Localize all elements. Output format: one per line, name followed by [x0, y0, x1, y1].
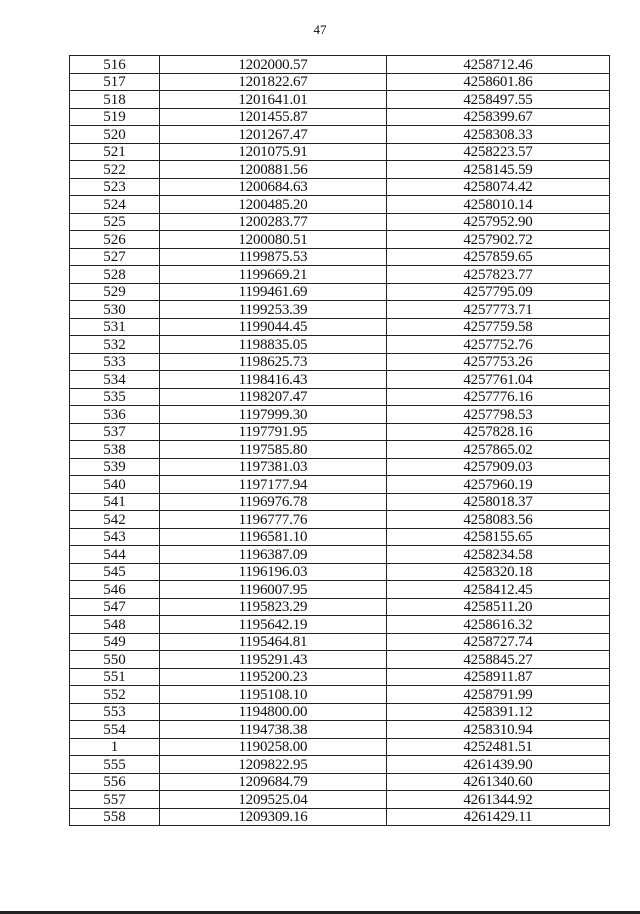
table-row — [70, 598, 610, 616]
x-coordinate-cell: 1195200.23 — [160, 668, 387, 686]
table-row — [70, 108, 610, 126]
table-row — [70, 563, 610, 581]
y-coordinate-cell: 4257960.19 — [387, 476, 610, 494]
y-coordinate-cell: 4257828.16 — [387, 423, 610, 441]
y-coordinate-cell: 4258712.46 — [387, 56, 610, 74]
x-coordinate-cell: 1202000.57 — [160, 56, 387, 74]
point-id-cell: 552 — [70, 686, 160, 704]
x-coordinate-cell: 1200080.51 — [160, 231, 387, 249]
x-coordinate-cell: 1190258.00 — [160, 738, 387, 756]
point-id-cell: 554 — [70, 721, 160, 739]
x-coordinate-cell: 1199253.39 — [160, 301, 387, 319]
y-coordinate-cell: 4258018.37 — [387, 493, 610, 511]
point-id-cell: 532 — [70, 336, 160, 354]
table-row — [70, 528, 610, 546]
point-id-cell: 541 — [70, 493, 160, 511]
y-coordinate-cell: 4257752.76 — [387, 336, 610, 354]
y-coordinate-cell: 4258727.74 — [387, 633, 610, 651]
table-row — [70, 721, 610, 739]
point-id-cell: 543 — [70, 528, 160, 546]
table-row — [70, 738, 610, 756]
x-coordinate-cell: 1209525.04 — [160, 791, 387, 809]
point-id-cell: 520 — [70, 126, 160, 144]
table-row — [70, 773, 610, 791]
table-row — [70, 476, 610, 494]
x-coordinate-cell: 1200283.77 — [160, 213, 387, 231]
x-coordinate-cell: 1195108.10 — [160, 686, 387, 704]
point-id-cell: 523 — [70, 178, 160, 196]
point-id-cell: 549 — [70, 633, 160, 651]
table-row — [70, 388, 610, 406]
table-row — [70, 301, 610, 319]
point-id-cell: 555 — [70, 756, 160, 774]
table-row — [70, 458, 610, 476]
point-id-cell: 553 — [70, 703, 160, 721]
x-coordinate-cell: 1201641.01 — [160, 91, 387, 109]
table-body — [70, 56, 610, 826]
table-row — [70, 73, 610, 91]
y-coordinate-cell: 4258320.18 — [387, 563, 610, 581]
y-coordinate-cell: 4261429.11 — [387, 808, 610, 826]
point-id-cell: 548 — [70, 616, 160, 634]
table-row — [70, 248, 610, 266]
table-row — [70, 91, 610, 109]
x-coordinate-cell: 1196387.09 — [160, 546, 387, 564]
x-coordinate-cell: 1194800.00 — [160, 703, 387, 721]
point-id-cell: 558 — [70, 808, 160, 826]
table-row — [70, 423, 610, 441]
table-row — [70, 143, 610, 161]
x-coordinate-cell: 1197999.30 — [160, 406, 387, 424]
y-coordinate-cell: 4258791.99 — [387, 686, 610, 704]
y-coordinate-cell: 4257795.09 — [387, 283, 610, 301]
x-coordinate-cell: 1198416.43 — [160, 371, 387, 389]
x-coordinate-cell: 1195823.29 — [160, 598, 387, 616]
y-coordinate-cell: 4257753.26 — [387, 353, 610, 371]
y-coordinate-cell: 4258601.86 — [387, 73, 610, 91]
point-id-cell: 544 — [70, 546, 160, 564]
y-coordinate-cell: 4258223.57 — [387, 143, 610, 161]
y-coordinate-cell: 4257859.65 — [387, 248, 610, 266]
y-coordinate-cell: 4258391.12 — [387, 703, 610, 721]
point-id-cell: 521 — [70, 143, 160, 161]
table-row — [70, 178, 610, 196]
table-row — [70, 808, 610, 826]
x-coordinate-cell: 1200684.63 — [160, 178, 387, 196]
table-row — [70, 161, 610, 179]
table-row — [70, 353, 610, 371]
point-id-cell: 529 — [70, 283, 160, 301]
point-id-cell: 557 — [70, 791, 160, 809]
table-row — [70, 756, 610, 774]
x-coordinate-cell: 1195642.19 — [160, 616, 387, 634]
point-id-cell: 547 — [70, 598, 160, 616]
table-row — [70, 703, 610, 721]
y-coordinate-cell: 4261344.92 — [387, 791, 610, 809]
y-coordinate-cell: 4258511.20 — [387, 598, 610, 616]
x-coordinate-cell: 1196976.78 — [160, 493, 387, 511]
y-coordinate-cell: 4258412.45 — [387, 581, 610, 599]
point-id-cell: 1 — [70, 738, 160, 756]
x-coordinate-cell: 1199875.53 — [160, 248, 387, 266]
y-coordinate-cell: 4258497.55 — [387, 91, 610, 109]
y-coordinate-cell: 4258308.33 — [387, 126, 610, 144]
point-id-cell: 517 — [70, 73, 160, 91]
table-row — [70, 336, 610, 354]
coordinates-table — [69, 55, 610, 826]
table-row — [70, 651, 610, 669]
x-coordinate-cell: 1194738.38 — [160, 721, 387, 739]
point-id-cell: 533 — [70, 353, 160, 371]
x-coordinate-cell: 1197791.95 — [160, 423, 387, 441]
x-coordinate-cell: 1200485.20 — [160, 196, 387, 214]
y-coordinate-cell: 4257773.71 — [387, 301, 610, 319]
x-coordinate-cell: 1197381.03 — [160, 458, 387, 476]
point-id-cell: 535 — [70, 388, 160, 406]
table-row — [70, 318, 610, 336]
y-coordinate-cell: 4258234.58 — [387, 546, 610, 564]
table-row — [70, 406, 610, 424]
y-coordinate-cell: 4261340.60 — [387, 773, 610, 791]
y-coordinate-cell: 4257776.16 — [387, 388, 610, 406]
table-row — [70, 126, 610, 144]
x-coordinate-cell: 1199461.69 — [160, 283, 387, 301]
y-coordinate-cell: 4257798.53 — [387, 406, 610, 424]
x-coordinate-cell: 1209684.79 — [160, 773, 387, 791]
point-id-cell: 522 — [70, 161, 160, 179]
point-id-cell: 534 — [70, 371, 160, 389]
y-coordinate-cell: 4257761.04 — [387, 371, 610, 389]
table-row — [70, 581, 610, 599]
x-coordinate-cell: 1201267.47 — [160, 126, 387, 144]
x-coordinate-cell: 1198625.73 — [160, 353, 387, 371]
table-row — [70, 511, 610, 529]
x-coordinate-cell: 1201822.67 — [160, 73, 387, 91]
y-coordinate-cell: 4258074.42 — [387, 178, 610, 196]
y-coordinate-cell: 4258155.65 — [387, 528, 610, 546]
point-id-cell: 526 — [70, 231, 160, 249]
point-id-cell: 528 — [70, 266, 160, 284]
table-row — [70, 283, 610, 301]
y-coordinate-cell: 4257865.02 — [387, 441, 610, 459]
y-coordinate-cell: 4258310.94 — [387, 721, 610, 739]
y-coordinate-cell: 4257823.77 — [387, 266, 610, 284]
x-coordinate-cell: 1198207.47 — [160, 388, 387, 406]
table-row — [70, 686, 610, 704]
x-coordinate-cell: 1199669.21 — [160, 266, 387, 284]
coordinates-table-container — [69, 55, 609, 826]
y-coordinate-cell: 4258911.87 — [387, 668, 610, 686]
x-coordinate-cell: 1195291.43 — [160, 651, 387, 669]
y-coordinate-cell: 4257902.72 — [387, 231, 610, 249]
y-coordinate-cell: 4258083.56 — [387, 511, 610, 529]
point-id-cell: 545 — [70, 563, 160, 581]
y-coordinate-cell: 4257759.58 — [387, 318, 610, 336]
point-id-cell: 519 — [70, 108, 160, 126]
y-coordinate-cell: 4261439.90 — [387, 756, 610, 774]
table-row — [70, 196, 610, 214]
point-id-cell: 546 — [70, 581, 160, 599]
point-id-cell: 556 — [70, 773, 160, 791]
point-id-cell: 538 — [70, 441, 160, 459]
page-number: 47 — [313, 22, 327, 37]
x-coordinate-cell: 1196777.76 — [160, 511, 387, 529]
point-id-cell: 518 — [70, 91, 160, 109]
y-coordinate-cell: 4258145.59 — [387, 161, 610, 179]
table-row — [70, 266, 610, 284]
point-id-cell: 539 — [70, 458, 160, 476]
table-row — [70, 231, 610, 249]
point-id-cell: 537 — [70, 423, 160, 441]
table-row — [70, 493, 610, 511]
point-id-cell: 524 — [70, 196, 160, 214]
point-id-cell: 516 — [70, 56, 160, 74]
y-coordinate-cell: 4258845.27 — [387, 651, 610, 669]
x-coordinate-cell: 1198835.05 — [160, 336, 387, 354]
x-coordinate-cell: 1199044.45 — [160, 318, 387, 336]
x-coordinate-cell: 1201075.91 — [160, 143, 387, 161]
x-coordinate-cell: 1209822.95 — [160, 756, 387, 774]
x-coordinate-cell: 1196581.10 — [160, 528, 387, 546]
x-coordinate-cell: 1195464.81 — [160, 633, 387, 651]
table-row — [70, 791, 610, 809]
table-row — [70, 546, 610, 564]
table-row — [70, 371, 610, 389]
x-coordinate-cell: 1201455.87 — [160, 108, 387, 126]
x-coordinate-cell: 1196196.03 — [160, 563, 387, 581]
table-row — [70, 56, 610, 74]
x-coordinate-cell: 1197585.80 — [160, 441, 387, 459]
y-coordinate-cell: 4258010.14 — [387, 196, 610, 214]
table-row — [70, 213, 610, 231]
point-id-cell: 531 — [70, 318, 160, 336]
x-coordinate-cell: 1200881.56 — [160, 161, 387, 179]
x-coordinate-cell: 1209309.16 — [160, 808, 387, 826]
y-coordinate-cell: 4258616.32 — [387, 616, 610, 634]
table-row — [70, 441, 610, 459]
y-coordinate-cell: 4257909.03 — [387, 458, 610, 476]
y-coordinate-cell: 4257952.90 — [387, 213, 610, 231]
point-id-cell: 550 — [70, 651, 160, 669]
point-id-cell: 542 — [70, 511, 160, 529]
x-coordinate-cell: 1196007.95 — [160, 581, 387, 599]
point-id-cell: 525 — [70, 213, 160, 231]
point-id-cell: 540 — [70, 476, 160, 494]
y-coordinate-cell: 4258399.67 — [387, 108, 610, 126]
x-coordinate-cell: 1197177.94 — [160, 476, 387, 494]
point-id-cell: 530 — [70, 301, 160, 319]
point-id-cell: 551 — [70, 668, 160, 686]
point-id-cell: 527 — [70, 248, 160, 266]
table-row — [70, 633, 610, 651]
table-row — [70, 616, 610, 634]
point-id-cell: 536 — [70, 406, 160, 424]
y-coordinate-cell: 4252481.51 — [387, 738, 610, 756]
table-row — [70, 668, 610, 686]
